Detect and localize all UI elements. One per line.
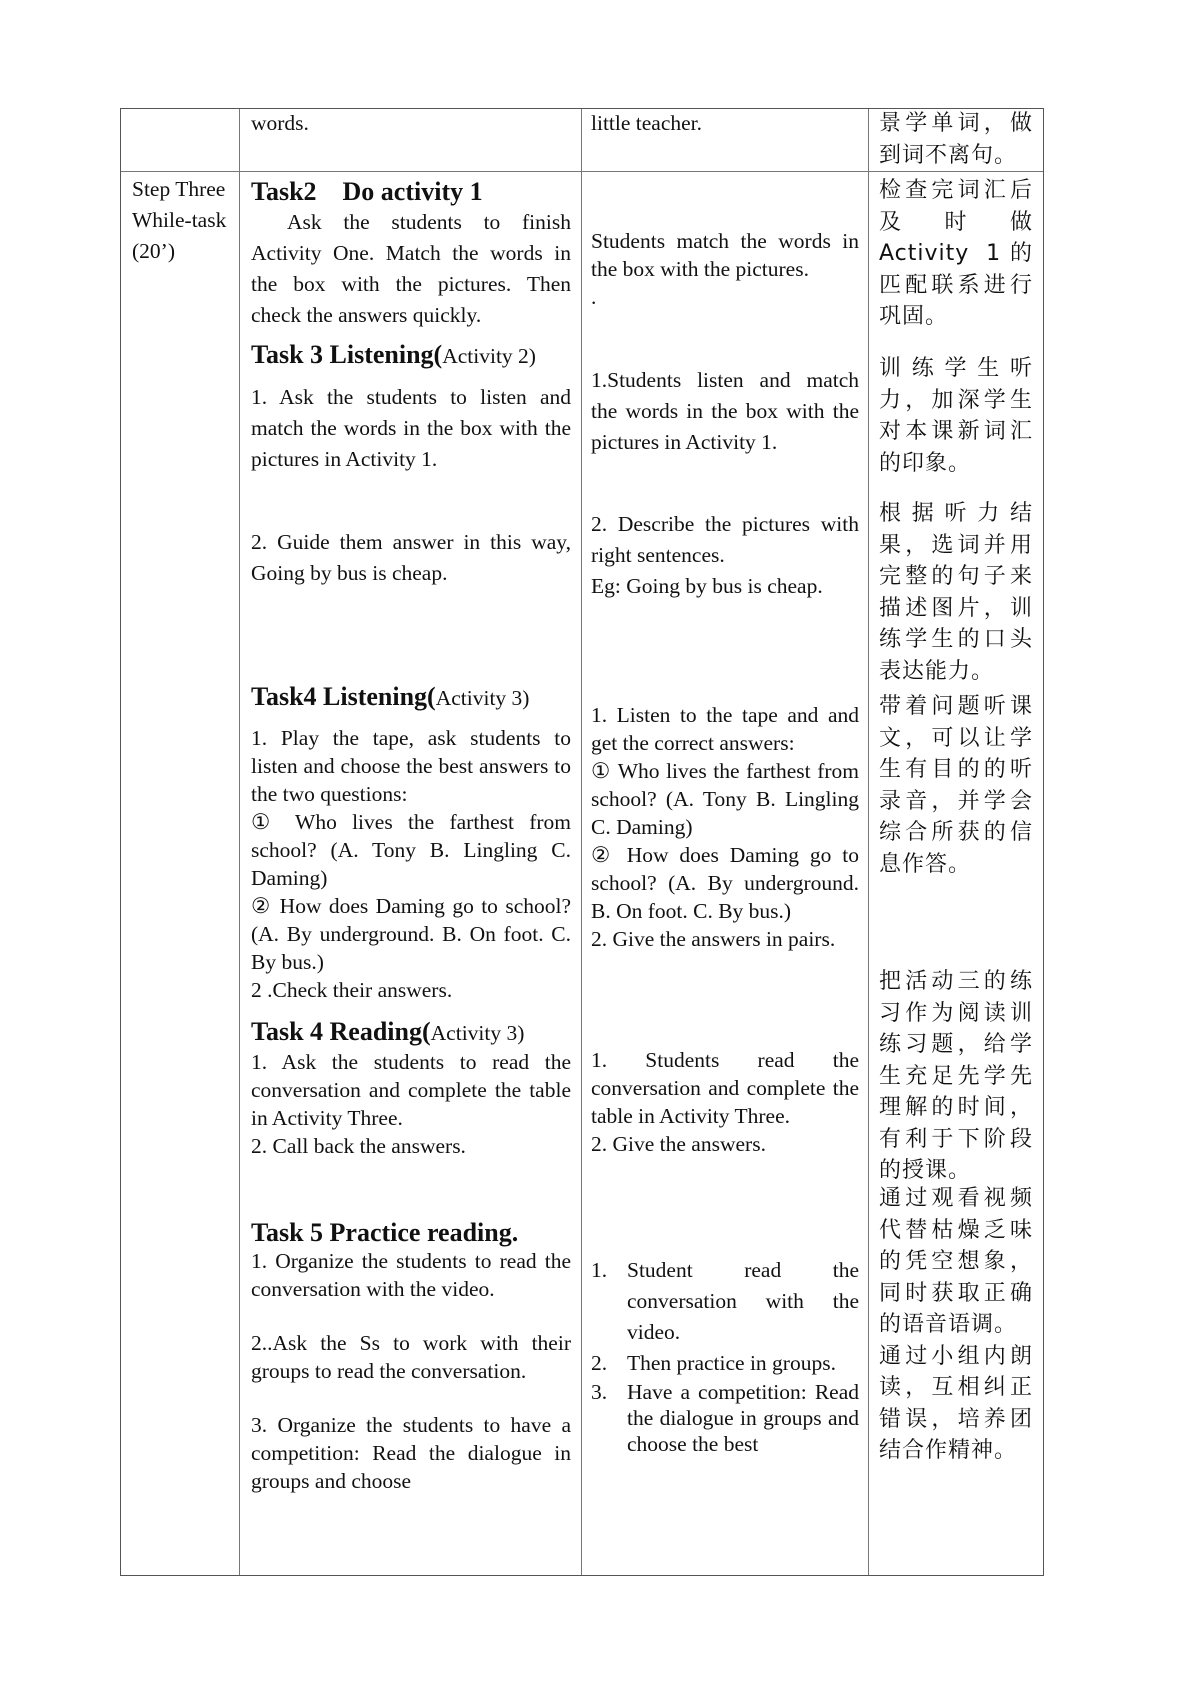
task4r-purpose-text: 把活动三的练习作为阅读训练习题，给学生充足先学先理解的时间，有利于下阶段的授课。	[879, 969, 1033, 1183]
task4-student-question1: ① Who lives the farthest from school? (A. Tony B. Lingling C. Daming)	[591, 759, 859, 839]
task4r-student2-text: 2. Give the answers.	[591, 1132, 766, 1156]
task5-student3-text: Have a competition: Read the dialogue in groups and choose the best	[627, 1380, 859, 1456]
row1-student-text: little teacher.	[591, 111, 703, 135]
task4r-title-text: Task 4 Reading(	[251, 1017, 431, 1046]
task2-student-dot: .	[591, 285, 597, 309]
task4-question2: ② How does Daming go to school? (A. By underground. B. On foot. C. By bus.)	[251, 894, 571, 974]
task3-teacher1-text: 1. Ask the students to listen and match the words in the box with the pictures in Activity 1.	[251, 385, 571, 471]
task2-title	[251, 176, 483, 208]
row1-teacher-cell	[251, 108, 571, 139]
column-divider	[868, 109, 869, 1575]
task5-teacher-cell	[251, 1247, 571, 1495]
row1-teacher-text: words.	[251, 111, 309, 135]
task2-title-text: Task2 Do activity 1	[251, 177, 483, 206]
task5-purpose-cell	[879, 1183, 1033, 1467]
task3-purpose2-cell	[879, 498, 1033, 687]
task4r-student1-text: 1. Students read the conversation and complete the table in Activity Three.	[591, 1048, 859, 1128]
task3-student1-text: 1.Students listen and match the words in the box with the pictures in Activity 1.	[591, 368, 859, 454]
task3-student2-text: 2. Describe the pictures with right sentences.	[591, 512, 859, 567]
step-cell	[132, 174, 232, 267]
task2-purpose-cell	[879, 175, 1033, 333]
task4-student-question2: ② How does Daming go to school? (A. By underground. B. On foot. C. By bus.)	[591, 843, 859, 923]
task4-check-text: 2 .Check their answers.	[251, 978, 453, 1002]
task5-student-num: 2.	[591, 1351, 608, 1375]
row1-purpose-cell	[879, 108, 1033, 171]
task5-student-cell	[591, 1255, 859, 1457]
task3-teacher1-cell	[251, 382, 571, 475]
task3-teacher2-text: 2. Guide them answer in this way, Going by bus is cheap.	[251, 530, 571, 585]
step-label: Step Three While-task (20’)	[132, 177, 227, 263]
task2-teacher-cell	[251, 207, 571, 331]
task3-purpose1-text: 训练学生听力，加深学生对本课新词汇的印象。	[879, 356, 1033, 476]
task5-teacher1-text: 1. Organize the students to read the conversation with the video.	[251, 1249, 571, 1301]
task4-student-cell	[591, 701, 859, 953]
task4-title-text: Task4 Listening(	[251, 682, 436, 711]
task4r-student-cell	[591, 1046, 859, 1158]
task4r-title-sub: Activity 3)	[430, 1021, 525, 1045]
task3-student1-cell	[591, 365, 859, 458]
task4-teacher-text: 1. Play the tape, ask students to listen and choose the best answers to the two questions:	[251, 726, 571, 806]
task5-student-item	[591, 1255, 859, 1348]
task5-purpose2-text: 通过小组内朗读，互相纠正错误，培养团结合作精神。	[879, 1343, 1033, 1463]
task3-title	[251, 339, 536, 372]
task4r-purpose-cell	[879, 966, 1033, 1187]
task3-teacher2-cell	[251, 527, 571, 589]
row1-purpose-text: 景学单词，做到词不离句。	[879, 111, 1033, 168]
task4r-title	[251, 1016, 524, 1049]
task3-purpose2-text: 根据听力结果，选词并用完整的句子来描述图片，训练学生的口头表达能力。	[879, 501, 1033, 684]
task5-student1-text: Student read the conversation with the video.	[627, 1258, 859, 1344]
task5-title	[251, 1217, 518, 1249]
column-divider	[581, 109, 582, 1575]
task2-teacher-text: Ask the students to finish Activity One. Match the words in the box with the pictures. Then check the answers quickly.	[251, 210, 571, 327]
task2-student-cell	[591, 227, 859, 311]
task3-purpose1-cell	[879, 353, 1033, 479]
task4-student-text: 1. Listen to the tape and and get the correct answers:	[591, 703, 859, 755]
task4r-teacher-cell	[251, 1048, 571, 1160]
task4-title	[251, 681, 529, 714]
task4-student2-text: 2. Give the answers in pairs.	[591, 927, 836, 951]
task4r-teacher1-text: 1. Ask the students to read the conversation and complete the table in Activity Three.	[251, 1050, 571, 1130]
task3-title-text: Task 3 Listening(	[251, 340, 443, 369]
task5-student-num: 1.	[591, 1258, 608, 1282]
task4-purpose-cell	[879, 691, 1033, 880]
column-divider	[239, 109, 240, 1575]
task4-title-sub: Activity 3)	[435, 686, 530, 710]
task5-student2-text: Then practice in groups.	[627, 1351, 836, 1375]
row1-student-cell	[591, 108, 859, 139]
task3-title-sub: Activity 2)	[442, 344, 536, 368]
task5-teacher2-text: 2..Ask the Ss to work with their groups to read the conversation.	[251, 1331, 571, 1383]
task3-student2-cell	[591, 509, 859, 602]
task2-student-text: Students match the words in the box with the pictures.	[591, 229, 859, 281]
row-divider	[121, 171, 1043, 172]
task2-purpose-text: 检查完词汇后及时做Activity 1的匹配联系进行巩固。	[879, 178, 1033, 329]
task5-student-item	[591, 1379, 859, 1457]
task4-purpose-text: 带着问题听课文，可以让学生有目的的听录音，并学会综合所获的信息作答。	[879, 694, 1033, 877]
task5-student-num: 3.	[591, 1380, 608, 1404]
task4-question1: ① Who lives the farthest from school? (A. Tony B. Lingling C. Daming)	[251, 810, 571, 890]
task5-title-text: Task 5 Practice reading.	[251, 1218, 519, 1247]
lesson-plan-table	[120, 108, 1044, 1576]
task4-teacher-cell	[251, 724, 571, 1004]
task5-teacher3-text: 3. Organize the students to have a competition: Read the dialogue in groups and choose	[251, 1413, 571, 1493]
task5-student-item	[591, 1348, 859, 1379]
task4r-teacher2-text: 2. Call back the answers.	[251, 1134, 466, 1158]
task5-purpose1-text: 通过观看视频代替枯燥乏味的凭空想象，同时获取正确的语音语调。	[879, 1186, 1033, 1337]
task3-student2b-text: Eg: Going by bus is cheap.	[591, 574, 823, 598]
